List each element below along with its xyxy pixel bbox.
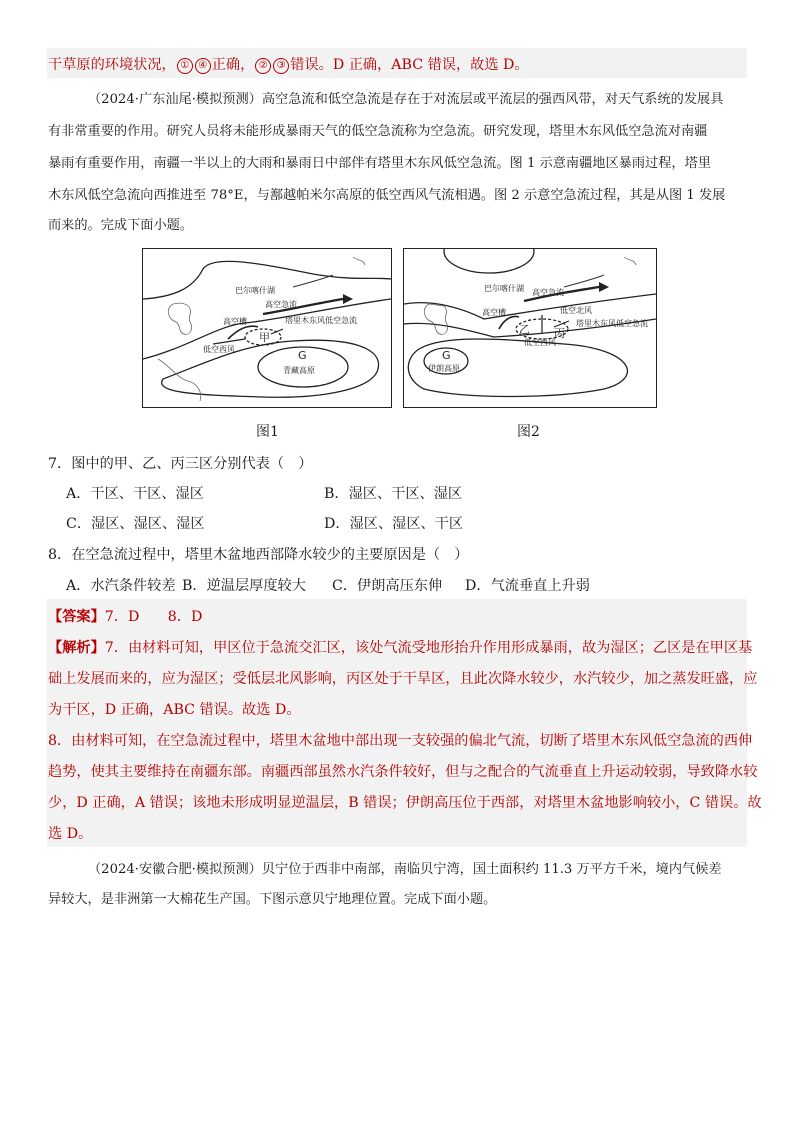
fig2-g-label: G [442, 349, 451, 362]
q8-option-d[interactable]: D．气流垂直上升弱 [465, 578, 590, 594]
fig1-jia-label: 甲 [259, 331, 270, 344]
fig2-lake [564, 275, 604, 287]
figure-2-svg [404, 249, 656, 407]
q7-option-c[interactable]: C．湿区、湿区、湿区 [66, 516, 205, 532]
passage2-line-2: 异较大，是非洲第一大棉花生产国。下图示意贝宁地理位置。完成下面小题。 [48, 892, 497, 907]
passage1-line-2: 有非常重要的作用。研究人员将未能形成暴雨天气的低空急流称为空急流。研究发现，塔里木东风低空急流对南疆 [48, 124, 708, 139]
passage1-line-1: （2024·广东汕尾·模拟预测）高空急流和低空急流是存在于对流层或平流层的强西风带，对天气系统的发展具 [88, 92, 724, 107]
figure-2-map [403, 248, 657, 408]
fig1-west-wind [213, 339, 245, 344]
analysis-line-5: 趋势，使其主要维持在南疆东部。南疆西部虽然水汽条件较好，但与之配合的气流垂直上升运动较弱，导致降水较 [48, 764, 758, 780]
fig1-coast-1 [168, 303, 191, 334]
fig2-high-jet-label: 高空急流 [532, 288, 564, 297]
q7-option-d[interactable]: D．湿区、湿区、干区 [324, 516, 464, 532]
prev-t2: 错误。D 正确，ABC 错误，故选 D。 [290, 57, 529, 73]
fig1-coast-2 [158, 359, 201, 401]
figure-1-svg [143, 249, 391, 407]
fig2-bing-label: 丙 [554, 327, 565, 340]
passage1-line-4: 木东风低空急流向西推进至 78°E，与鄯越帕米尔高原的低空西风气流相遇。图 2 示意空急流过程，其是从图 1 发展 [48, 188, 726, 203]
fig1-trough [228, 326, 258, 339]
analysis-line-7: 选 D。 [48, 826, 93, 842]
prev-prefix: 干草原的环境状况， [48, 57, 176, 73]
fig2-isobar-mid [404, 294, 656, 319]
q7-option-a[interactable]: A．干区、干区、湿区 [66, 486, 204, 502]
circled-3: ③ [273, 58, 289, 74]
fig2-north-wind-label: 低空北风 [560, 306, 592, 315]
analysis-l1: 7．由材料可知，甲区位于急流交汇区，该处气流受地形抬升作用形成暴雨，故为湿区；乙区是在甲区基 [104, 640, 753, 656]
q8-option-b[interactable]: B．逆温层厚度较大 [182, 578, 306, 594]
answer-line [48, 606, 202, 626]
fig1-lake-label: 巴尔喀什湖 [235, 286, 275, 295]
q8-stem: 8．在空急流过程中，塔里木盆地西部降水较少的主要原因是（ ） [48, 547, 469, 563]
q7-stem: 7．图中的甲、乙、丙三区分别代表（ ） [48, 456, 313, 472]
answer-text: 7．D 8．D [104, 609, 203, 625]
fig2-yi-label: 乙 [519, 323, 530, 336]
fig2-plateau-label: 伊朗高原 [428, 364, 460, 373]
analysis-line-1 [48, 637, 752, 657]
analysis-line-3: 为干区，D 正确，ABC 错误。故选 D。 [48, 702, 301, 718]
prev-t1: 正确， [211, 57, 255, 73]
fig2-low-top [444, 249, 534, 273]
fig1-tarim-jet-label: 塔里木东风低空急流 [285, 316, 357, 325]
analysis-line-2: 础上发展而来的，应为湿区；受低层北风影响，丙区处于干旱区，且此次降水较少，水汽较少，加之蒸发旺盛，应 [48, 671, 758, 687]
fig2-coast-2 [624, 257, 636, 265]
fig1-high-jet-head [343, 294, 353, 304]
analysis-line-4: 8．由材料可知，在空急流过程中，塔里木盆地中部出现一支较强的偏北气流，切断了塔里木东风低空急流的西伸 [48, 733, 753, 749]
fig2-tarim-jet-label: 塔里木东风低空急流 [576, 319, 648, 328]
passage1-line-3: 暴雨有重要作用，南疆一半以上的大雨和暴雨日中部伴有塔里木东风低空急流。图 1 示意南疆地区暴雨过程，塔里 [48, 156, 711, 171]
passage2-line-1: （2024·安徽合肥·模拟预测）贝宁位于西非中南部，南临贝宁湾，国土面积约 11.3 万平方千米，境内气候差 [88, 862, 722, 877]
previous-answer-line [48, 54, 529, 74]
fig2-trough-label: 高空槽 [482, 308, 506, 317]
fig2-west-wind-label: 低空西风 [524, 338, 556, 347]
fig1-plateau-label: 青藏高原 [283, 366, 315, 375]
figure-1-map [142, 248, 392, 408]
fig1-coast-3 [353, 257, 365, 265]
fig1-g-label: G [298, 349, 307, 362]
answer-tag: 【答案】 [48, 609, 105, 625]
analysis-tag: 【解析】 [48, 640, 105, 656]
figure-2-caption: 图2 [517, 424, 540, 440]
fig1-high-jet-label: 高空急流 [265, 300, 297, 309]
analysis-line-6: 少，D 正确，A 错误；该地未形成明显逆温层，B 错误；伊朗高压位于西部，对塔里木盆地影响较小，C 错误。故 [48, 795, 762, 811]
q8-option-c[interactable]: C．伊朗高压东伸 [332, 578, 443, 594]
passage1-line-5: 而来的。完成下面小题。 [48, 218, 194, 233]
fig1-high-outer [162, 340, 379, 397]
fig2-lake-label: 巴尔喀什湖 [484, 284, 524, 293]
fig1-lake [293, 275, 333, 287]
circled-1: ① [177, 58, 193, 74]
fig2-high-jet-head [599, 282, 609, 292]
q8-option-a[interactable]: A．水汽条件较差 [66, 578, 176, 594]
fig1-trough-label: 高空槽 [223, 317, 247, 326]
circled-2: ② [255, 58, 271, 74]
q7-option-b[interactable]: B．湿区、干区、湿区 [324, 486, 463, 502]
circled-4: ④ [195, 58, 211, 74]
fig2-coast-1 [424, 304, 447, 334]
figure-1-caption: 图1 [256, 424, 279, 440]
fig1-west-wind-label: 低空西风 [203, 345, 235, 354]
